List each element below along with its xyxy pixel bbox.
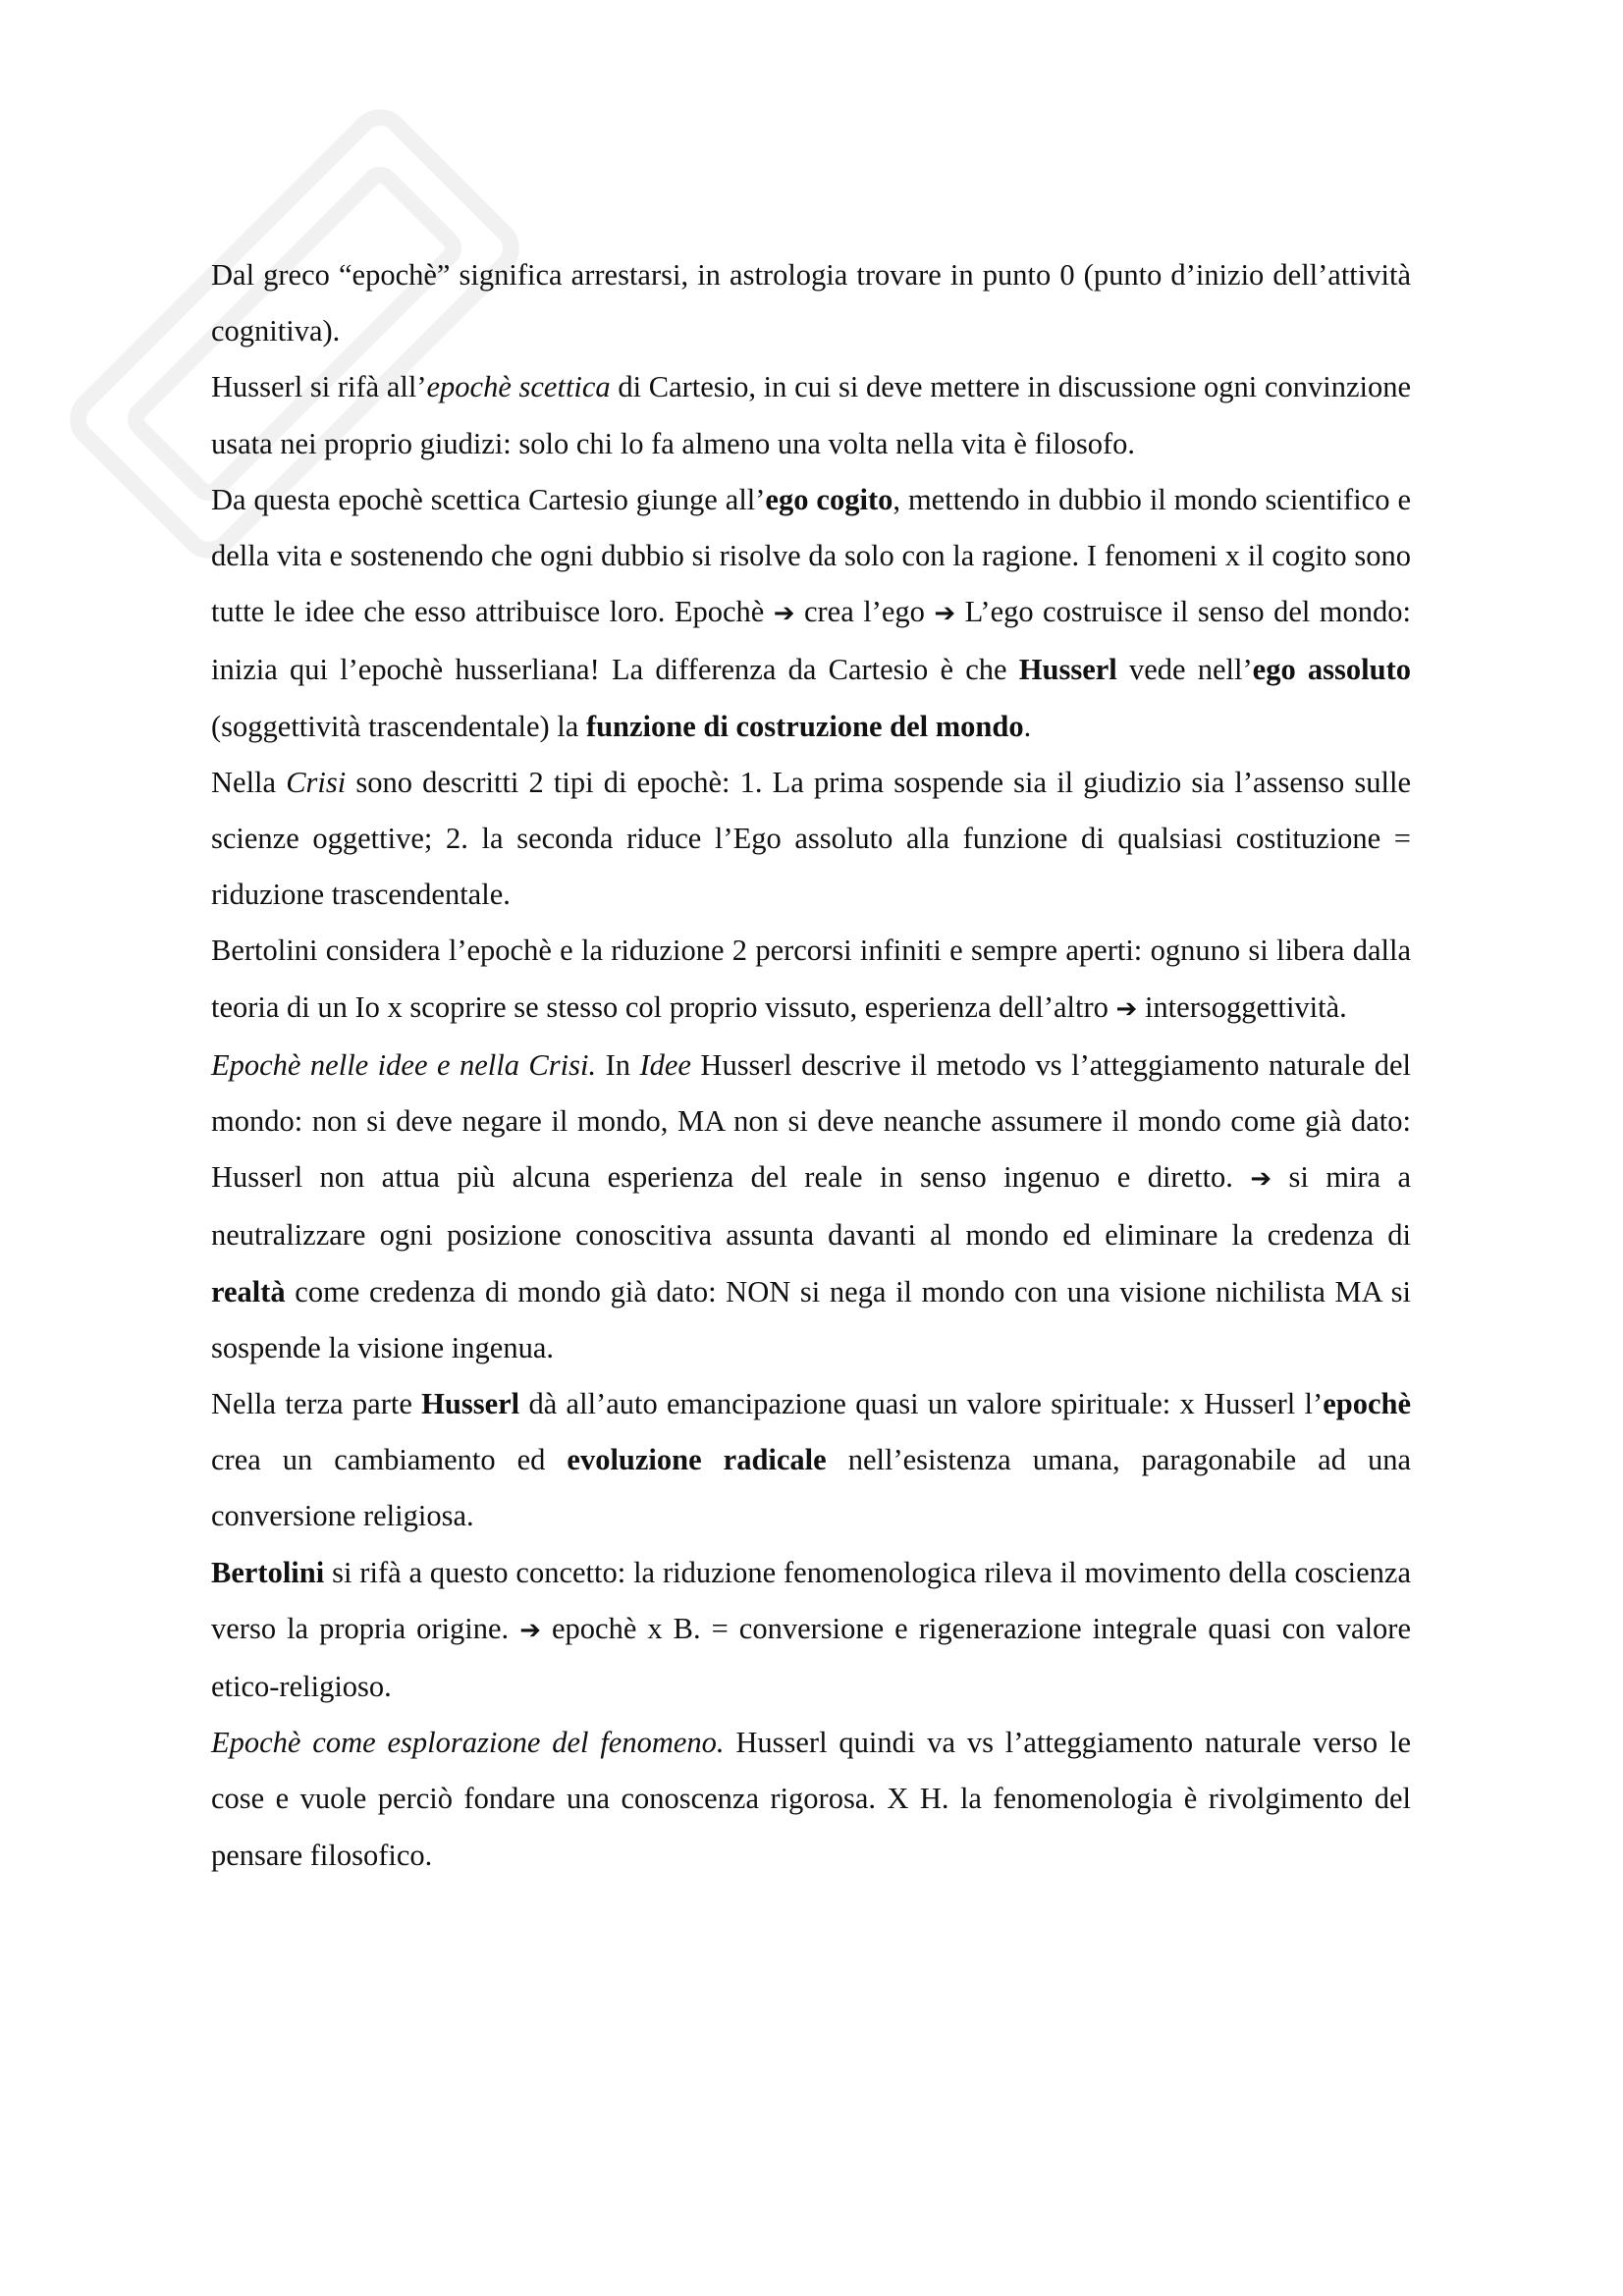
text-run: Nella (211, 765, 287, 799)
bold-text: ego assoluto (1252, 653, 1411, 687)
text-run: sono descritti 2 tipi di epochè: 1. La prima sospende sia il giudizio sia l’assenso sulle scienze oggettive; 2. la seconda riduce l’Ego assoluto alla funzione di qualsiasi costituzione = riduzione trascendentale. (211, 765, 1411, 912)
text-run: si mira a neutralizzare ogni posizione conoscitiva assunta davanti al mondo ed eliminare la credenza di (211, 1160, 1411, 1253)
italic-text: Epochè come esplorazione del fenomeno. (211, 1726, 725, 1760)
bold-text: ego cogito (765, 482, 893, 516)
text-run: Bertolini considera l’epochè e la riduzione 2 percorsi infiniti e sempre aperti: ognuno si libera dalla teoria di un Io x scoprire se stesso col proprio vissuto, esperienza dell’altro (211, 934, 1411, 1024)
arrow-right-icon: ➔ (519, 1615, 541, 1645)
bold-text: Husserl (1018, 653, 1117, 687)
italic-text: Epochè nelle idee e nella Crisi. (211, 1047, 597, 1082)
text-run: di Cartesio, in cui si deve mettere in discussione ogni convinzione usata nei proprio giudizi: solo chi lo fa almeno una volta nella vita è filosofo. (211, 370, 1411, 460)
arrow-right-icon: ➔ (773, 599, 795, 629)
text-run: , mettendo in dubbio il mondo scientifico e della vita e sostenendo che ogni dubbio si risolve da solo con la ragione. I fenomeni x il cogito sono tutte le idee che esso attribuisce loro. Epochè (211, 482, 1411, 629)
document-body (211, 247, 1411, 1884)
italic-text: epochè scettica (426, 370, 611, 404)
bold-text: Husserl (421, 1387, 520, 1421)
text-run: Husserl descrive il metodo vs l’atteggiamento naturale del mondo: non si deve negare il mondo, MA non si deve neanche assumere il mondo come già dato: Husserl non attua più alcuna esperienza del reale in senso ingenuo e diretto. (211, 1047, 1411, 1195)
paragraph (211, 1376, 1411, 1545)
italic-text: Idee (639, 1047, 691, 1082)
text-run: Da questa epochè scettica Cartesio giunge all’ (211, 482, 766, 516)
text-run: intersoggettività. (1137, 989, 1347, 1024)
text-run: come credenza di mondo già dato: NON si nega il mondo con una visione nichilista MA si sospende la visione ingenua. (211, 1274, 1411, 1364)
bold-text: evoluzione radicale (567, 1443, 827, 1477)
bold-text: epochè (1323, 1387, 1411, 1421)
text-run: crea un cambiamento ed (211, 1443, 568, 1477)
text-run: dà all’auto emancipazione quasi un valore spirituale: x Husserl l’ (519, 1387, 1324, 1421)
text-run: Nella terza parte (211, 1387, 422, 1421)
bold-text: realtà (211, 1274, 286, 1308)
paragraph (211, 1038, 1411, 1376)
bold-text: Bertolini (211, 1555, 325, 1589)
paragraph (211, 1715, 1411, 1884)
text-run: epochè x B. = conversione e rigenerazione integrale quasi con valore etico-religioso. (211, 1611, 1411, 1704)
arrow-right-icon: ➔ (934, 599, 956, 629)
italic-text: Crisi (286, 765, 347, 799)
paragraph (211, 359, 1411, 471)
paragraph (211, 755, 1411, 924)
arrow-right-icon: ➔ (1115, 993, 1138, 1024)
text-run: . (1023, 709, 1032, 743)
paragraph (211, 1545, 1411, 1716)
paragraph (211, 923, 1411, 1037)
arrow-right-icon: ➔ (1250, 1164, 1272, 1195)
paragraph (211, 247, 1411, 359)
text-run: L’ego costruisce il senso del mondo: inizia qui l’epochè husserliana! La differenza da Cartesio è che (211, 595, 1411, 687)
text-run: Dal greco “epochè” significa arrestarsi, in astrologia trovare in punto 0 (punto d’inizio dell’attività cognitiva). (211, 258, 1411, 348)
text-run: nell’esistenza umana, paragonabile ad una conversione religiosa. (211, 1443, 1412, 1533)
text-run: si rifà a questo concetto: la riduzione fenomenologica rileva il movimento della coscienza verso la propria origine. (211, 1555, 1411, 1645)
text-run: In (596, 1047, 640, 1082)
text-run: Husserl quindi va vs l’atteggiamento naturale verso le cose e vuole perciò fondare una conoscenza rigorosa. X H. la fenomenologia è rivolgimento del pensare filosofico. (211, 1726, 1411, 1872)
paragraph (211, 472, 1411, 755)
text-run: Husserl si rifà all’ (211, 370, 427, 404)
text-run: (soggettività trascendentale) la (211, 709, 586, 743)
bold-text: funzione di costruzione del mondo (585, 709, 1024, 743)
text-run: vede nell’ (1116, 653, 1253, 687)
text-run: crea l’ego (794, 595, 935, 629)
